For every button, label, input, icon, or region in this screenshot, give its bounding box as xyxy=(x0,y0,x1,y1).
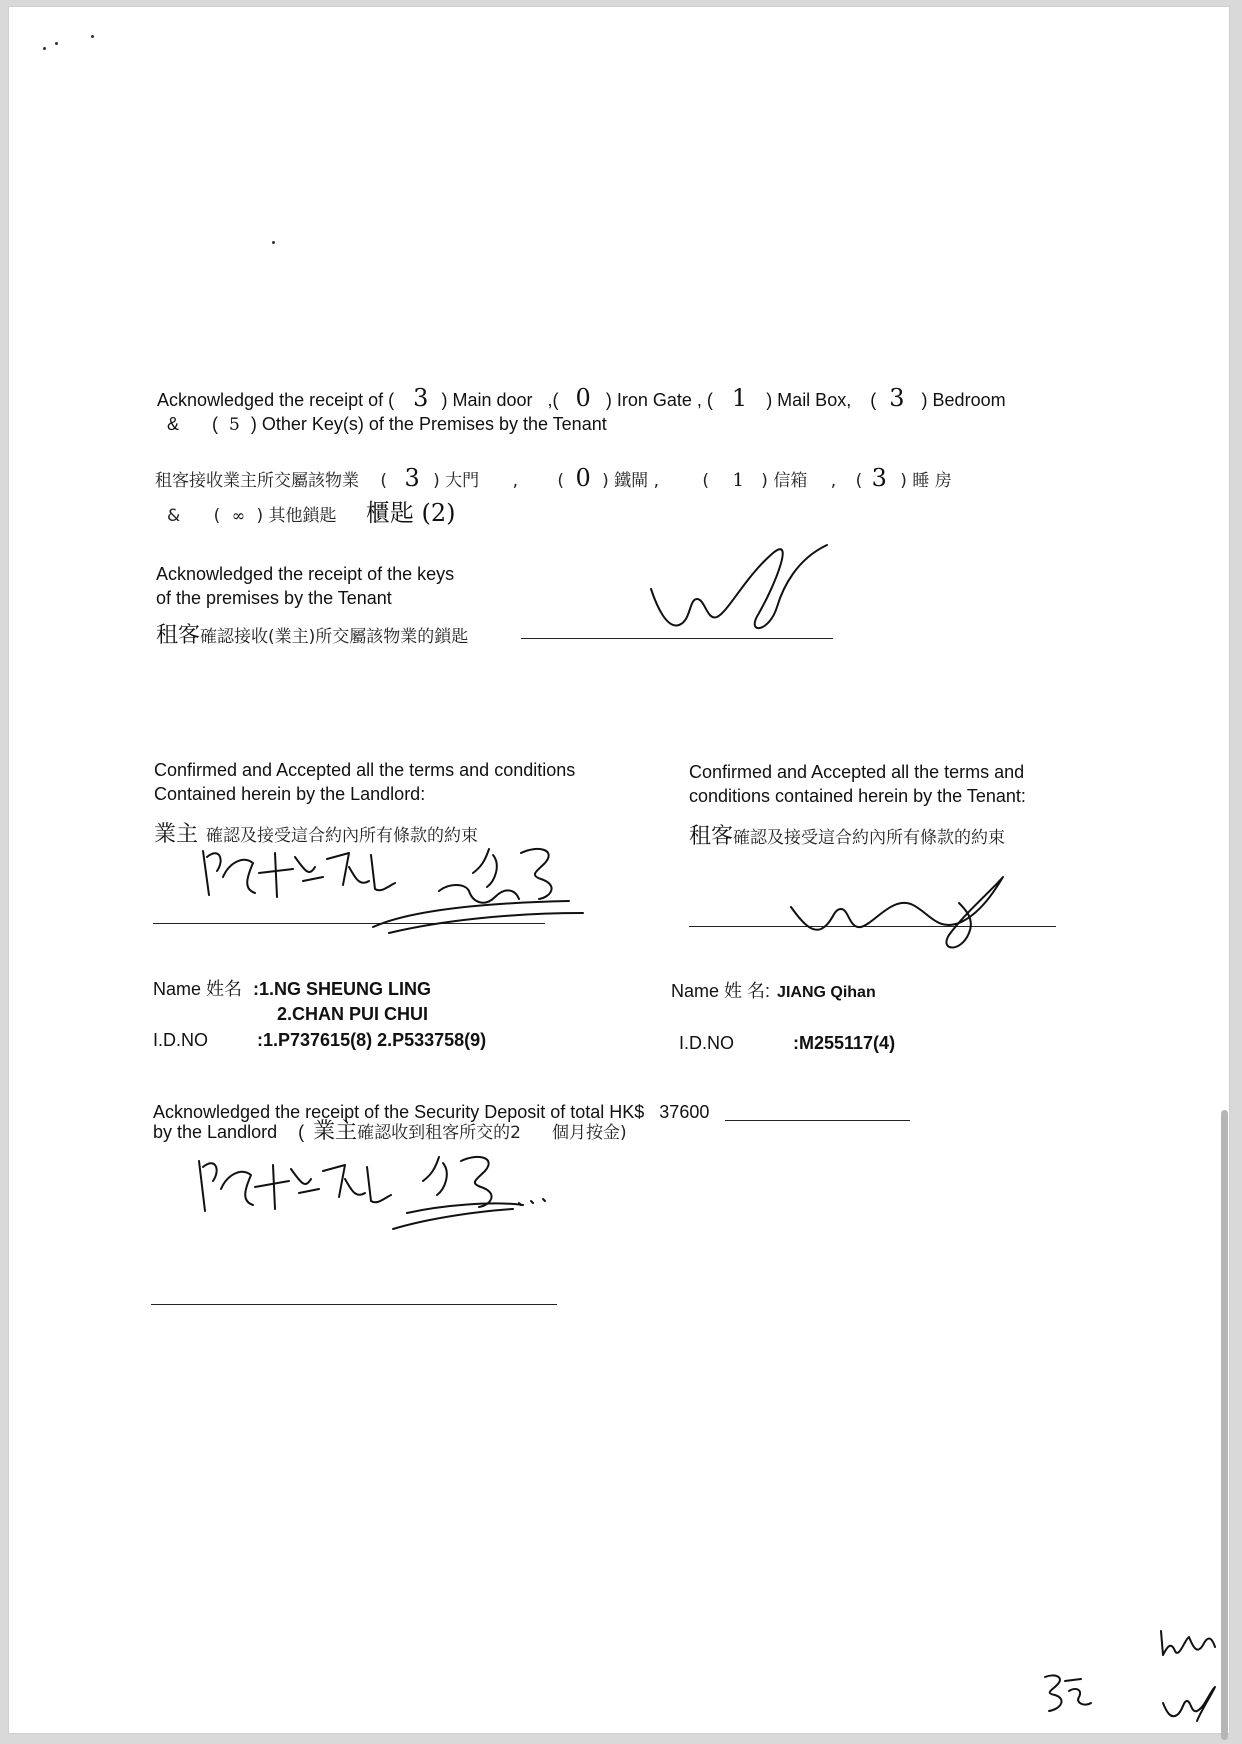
landlord-name-label: Name 姓名 xyxy=(153,979,243,999)
scan-speck xyxy=(55,42,58,45)
landlord-id-value: :1.P737615(8) 2.P533758(9) xyxy=(257,1030,487,1050)
other-count: 5 xyxy=(229,415,240,435)
keys-zh-open3: ( xyxy=(702,471,710,491)
keys-en-amp: & xyxy=(167,414,180,434)
landlord-confirm-line1: Confirmed and Accepted all the terms and conditions xyxy=(154,760,576,780)
main-door-count: 3 xyxy=(413,384,429,412)
deposit-amount-line xyxy=(725,1120,910,1121)
zh-iron-gate-label: ) 鐵閘 , xyxy=(602,471,659,491)
keys-zh-other-open: ( xyxy=(213,506,221,526)
keys-en-sep: ,( xyxy=(547,390,559,410)
landlord-confirm-zh-big: 業主 xyxy=(154,822,199,847)
keys-zh-comma3: , xyxy=(830,471,837,491)
keys-zh-prefix: 租客接收業主所交屬該物業 xyxy=(155,471,359,491)
keys-zh-line1 xyxy=(155,464,952,492)
zh-main-door-label: ) 大門 xyxy=(433,471,480,491)
page-initials-1 xyxy=(1035,1671,1095,1715)
landlord-name-1: :1.NG SHEUNG LING xyxy=(253,979,432,999)
tenant-confirm-zh xyxy=(689,819,1005,850)
tenant-keys-zh xyxy=(156,618,468,649)
document-page xyxy=(8,6,1230,1734)
tenant-confirm-zh-big: 租客 xyxy=(689,824,734,849)
other-open: ( xyxy=(212,414,219,434)
zh-mail-box-count: 1 xyxy=(732,470,744,491)
keys-zh-open4: ( xyxy=(855,471,863,491)
zh-bedroom-count: 3 xyxy=(871,464,887,492)
deposit-line1 xyxy=(153,1101,709,1123)
bedroom-count: 3 xyxy=(889,384,905,412)
tenant-name-row xyxy=(671,980,876,1004)
deposit-amount: 37600 xyxy=(659,1102,710,1122)
keys-en-line2 xyxy=(167,413,607,436)
tenant-signature xyxy=(789,873,1019,953)
scan-speck xyxy=(272,241,275,244)
deposit-line2 xyxy=(153,1121,627,1144)
landlord-name-2: 2.CHAN PUI CHUI xyxy=(277,1004,429,1024)
page-initials-2 xyxy=(1157,1627,1217,1667)
deposit-zh-months: 個月按金) xyxy=(551,1123,627,1143)
bedroom-open: ( xyxy=(870,390,877,410)
tenant-id-label: I.D.NO xyxy=(679,1033,735,1053)
landlord-confirm-line2: Contained herein by the Landlord: xyxy=(154,784,426,804)
mail-box-label: ) Mail Box, xyxy=(766,390,852,410)
tenant-confirm-line1: Confirmed and Accepted all the terms and xyxy=(689,762,1025,782)
main-door-label: ) Main door xyxy=(441,390,533,410)
tenant-confirm-zh-rest: 確認及接受這合約內所有條款的約束 xyxy=(733,828,1006,848)
deposit-landlord-signature xyxy=(193,1147,593,1237)
zh-main-door-count: 3 xyxy=(404,464,420,492)
tenant-keys-zh-big: 租客 xyxy=(156,623,201,648)
deposit-text: Acknowledged the receipt of the Security Deposit of total HK$ xyxy=(153,1102,645,1122)
tenant-confirm-line2: conditions contained herein by the Tenant: xyxy=(689,786,1026,806)
zh-iron-gate-count: 0 xyxy=(575,464,591,492)
tenant-keys-line1: Acknowledged the receipt of the keys xyxy=(156,564,455,584)
zh-other-label: ) 其他鎖匙 xyxy=(256,506,337,526)
keys-zh-comma1: , xyxy=(512,471,518,491)
keys-zh-open1: ( xyxy=(380,471,388,491)
scrollbar[interactable] xyxy=(1221,1110,1228,1740)
handwritten-key-note: 櫃匙 (2) xyxy=(365,499,456,527)
tenant-keys-signature-line xyxy=(521,638,833,639)
landlord-name-row xyxy=(153,978,431,1000)
bedroom-label: ) Bedroom xyxy=(921,390,1006,410)
tenant-id-value: :M255117(4) xyxy=(793,1033,896,1053)
keys-en-line1 xyxy=(157,384,1006,412)
mail-box-count: 1 xyxy=(731,384,748,412)
other-label: ) Other Key(s) of the Premises by the Tenant xyxy=(250,414,607,434)
page-initials-3 xyxy=(1161,1683,1217,1723)
iron-gate-label: ) Iron Gate , ( xyxy=(605,390,713,410)
landlord-confirm-zh-rest: 確認及接受這合約內所有條款的約束 xyxy=(206,826,479,846)
keys-en-prefix: Acknowledged the receipt of ( xyxy=(157,390,395,410)
tenant-name-label: Name 姓 名: xyxy=(671,981,771,1001)
keys-zh-open2: ( xyxy=(557,471,565,491)
keys-zh-line2 xyxy=(167,493,456,528)
landlord-id-label: I.D.NO xyxy=(153,1030,209,1050)
deposit-signature-line xyxy=(151,1304,557,1305)
tenant-name-value: JIANG Qihan xyxy=(777,984,876,1001)
iron-gate-count: 0 xyxy=(575,384,591,412)
scan-speck xyxy=(91,35,94,38)
keys-zh-amp: & xyxy=(167,506,181,526)
tenant-keys-signature xyxy=(649,537,849,637)
deposit-by-landlord: by the Landlord xyxy=(153,1122,278,1142)
zh-mail-box-label: ) 信箱 xyxy=(761,471,808,491)
deposit-zh-rest: 確認收到租客所交的2 xyxy=(357,1123,521,1143)
zh-bedroom-label: ) 睡 房 xyxy=(900,471,952,491)
deposit-paren: ( xyxy=(298,1122,305,1142)
tenant-keys-zh-rest: 確認接收(業主)所交屬該物業的鎖匙 xyxy=(200,627,469,647)
scan-speck xyxy=(43,47,46,50)
tenant-keys-line2: of the premises by the Tenant xyxy=(156,588,392,608)
zh-other-count: ∞ xyxy=(231,506,246,525)
landlord-signature-2 xyxy=(369,841,589,937)
deposit-zh-big: 業主 xyxy=(313,1119,358,1144)
